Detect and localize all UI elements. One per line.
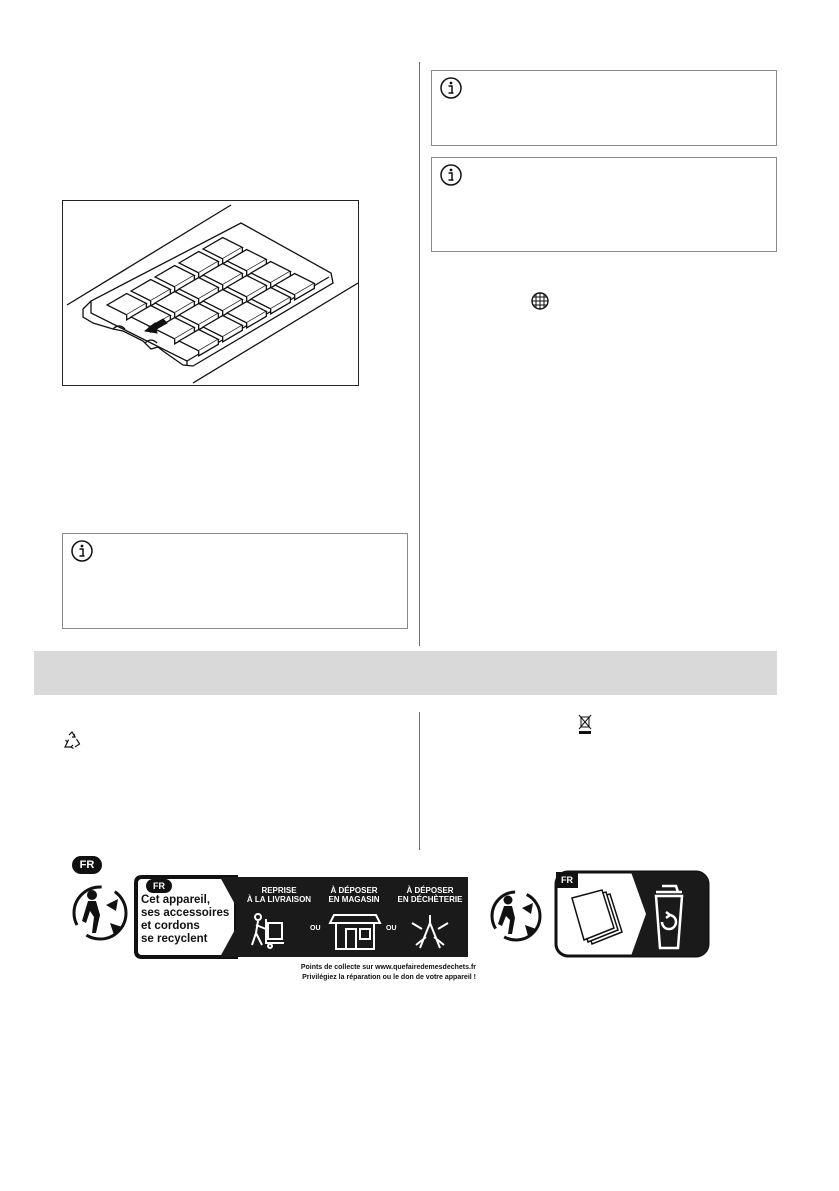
triman-main-text: Cet appareil, ses accessoires et cordons se recyclent bbox=[141, 894, 230, 945]
triman-footer-text: Points de collecte sur www.quefairedemesdechets.fr Privilégiez la réparation ou le don de votre appareil ! bbox=[300, 964, 476, 981]
info-icon bbox=[440, 77, 462, 99]
info-note-box bbox=[431, 70, 777, 146]
info-icon bbox=[440, 164, 462, 186]
triman-logo-paper bbox=[486, 870, 714, 960]
info-note-box bbox=[431, 157, 777, 252]
triman-fr-badge-text: FR bbox=[79, 859, 95, 871]
grid-filter-icon bbox=[531, 292, 549, 310]
section-header-band bbox=[34, 651, 777, 695]
charcoal-filter-figure bbox=[62, 200, 359, 386]
column-divider-bottom bbox=[419, 712, 420, 850]
column-divider-top bbox=[419, 62, 420, 646]
triman-ou-text-1: OU bbox=[310, 925, 321, 932]
triman-col3-label: À DÉPOSER EN DÉCHÈTERIE bbox=[397, 886, 463, 904]
triman-paper-fr-text: FR bbox=[561, 875, 573, 885]
info-icon bbox=[71, 540, 93, 562]
crossed-bin-icon bbox=[578, 714, 592, 734]
charcoal-filter-illustration bbox=[63, 201, 358, 385]
triman-paper-graphic bbox=[486, 870, 714, 960]
triman-col1-label: REPRISE À LA LIVRAISON bbox=[246, 886, 312, 904]
triman-col2-label: À DÉPOSER EN MAGASIN bbox=[328, 886, 380, 904]
triman-ou-text-2: OU bbox=[386, 925, 397, 932]
recycle-icon bbox=[62, 731, 82, 751]
triman-logo-appliance bbox=[70, 853, 480, 987]
triman-inner-fr-text: FR bbox=[153, 881, 165, 891]
info-note-box bbox=[62, 533, 408, 629]
